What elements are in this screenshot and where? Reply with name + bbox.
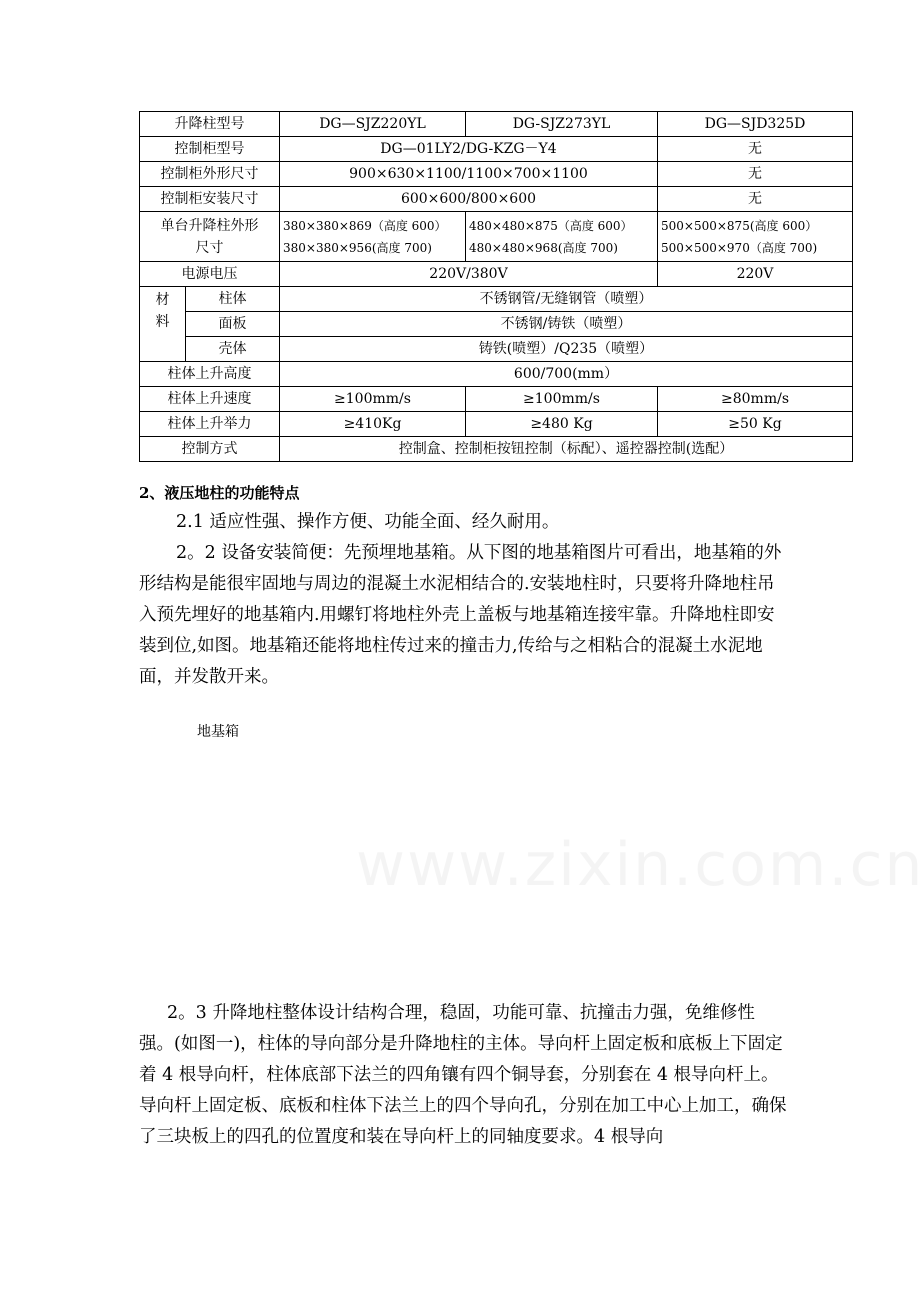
- cabinet-model-value: DG—01LY2/DG-KZG－Y4: [280, 137, 658, 162]
- speed-label: 柱体上升速度: [140, 387, 280, 412]
- table-row: [140, 262, 853, 287]
- cabinet-model-label: 控制柜型号: [140, 137, 280, 162]
- unit-dim-3: [658, 212, 853, 262]
- unit-dim-2-line2: 480×480×968(高度 700): [469, 240, 618, 255]
- control-value: 控制盒、控制柜按钮控制（标配）、遥控器控制(选配）: [280, 437, 853, 462]
- cabinet-model-none: 无: [658, 137, 853, 162]
- lift-2: ≥480 Kg: [466, 412, 658, 437]
- paragraph-2-2: 2。2 设备安装简便：先预埋地基箱。从下图的地基箱图片可看出，地基箱的外形结构是能很牢固地与周边的混凝土水泥相结合的.安装地柱时，只要将升降地柱吊入预先埋好的地基箱内.用螺钉将地柱外壳上盖板与地基箱连接牢靠。升降地柱即安装到位,如图。地基箱还能将地柱传过来的撞击力,传给与之相粘合的混凝土水泥地面，并发散开来。: [139, 543, 782, 687]
- unit-dim-3-line2: 500×500×970（高度 700): [661, 240, 818, 255]
- material-label: [140, 287, 186, 362]
- height-value: 600/700(mm）: [280, 362, 853, 387]
- install-dim-value: 600×600/800×600: [280, 187, 658, 212]
- speed-3: ≥80mm/s: [658, 387, 853, 412]
- control-label: 控制方式: [140, 437, 280, 462]
- material-row-label: 柱体: [186, 287, 280, 312]
- speed-1: ≥100mm/s: [280, 387, 466, 412]
- unit-dim-2-line1: 480×480×875（高度 600）: [469, 218, 633, 233]
- cabinet-dim-none: 无: [658, 162, 853, 187]
- unit-dim-1-line1: 380×380×869（高度 600）: [283, 218, 447, 233]
- figure-caption: 地基箱: [197, 724, 239, 740]
- table-row: [140, 287, 853, 312]
- unit-dim-label: [140, 212, 280, 262]
- material-row-label: 壳体: [186, 337, 280, 362]
- table-row: [140, 337, 853, 362]
- material-row-value: 不锈钢/铸铁（喷塑）: [280, 312, 853, 337]
- cabinet-dim-value: 900×630×1100/1100×700×1100: [280, 162, 658, 187]
- table-row: [140, 212, 853, 262]
- lift-1: ≥410Kg: [280, 412, 466, 437]
- material-row-value: 不锈钢管/无缝钢管（喷塑）: [280, 287, 853, 312]
- material-row-label: 面板: [186, 312, 280, 337]
- material-label-char-2: 料: [155, 314, 170, 330]
- model-3: DG—SJD325D: [658, 112, 853, 137]
- model-2: DG-SJZ273YL: [466, 112, 658, 137]
- unit-dim-2: [466, 212, 658, 262]
- table-row: [140, 112, 853, 137]
- material-row-value: 铸铁(喷塑）/Q235（喷塑）: [280, 337, 853, 362]
- unit-dim-1: [280, 212, 466, 262]
- voltage-value-3: 220V: [658, 262, 853, 287]
- paragraph-2-1: 2.1 适应性强、操作方便、功能全面、经久耐用。: [176, 512, 560, 532]
- unit-dim-label-line2: 尺寸: [195, 239, 224, 256]
- install-dim-label: 控制柜安装尺寸: [140, 187, 280, 212]
- speed-2: ≥100mm/s: [466, 387, 658, 412]
- table-row: [140, 162, 853, 187]
- height-label: 柱体上升高度: [140, 362, 280, 387]
- watermark: [356, 830, 920, 900]
- voltage-label: 电源电压: [140, 262, 280, 287]
- unit-dim-label-line1: 单台升降柱外形: [160, 217, 259, 234]
- model-1: DG—SJZ220YL: [280, 112, 466, 137]
- table-row: [140, 437, 853, 462]
- table-row: [140, 137, 853, 162]
- lift-3: ≥50 Kg: [658, 412, 853, 437]
- section-heading: 2、液压地柱的功能特点: [139, 484, 300, 502]
- table-row: [140, 362, 853, 387]
- cabinet-dim-label: 控制柜外形尺寸: [140, 162, 280, 187]
- table-row: [140, 312, 853, 337]
- voltage-value: 220V/380V: [280, 262, 658, 287]
- unit-dim-1-line2: 380×380×956(高度 700): [283, 240, 432, 255]
- table-row: [140, 187, 853, 212]
- unit-dim-3-line1: 500×500×875(高度 600）: [661, 218, 818, 233]
- lift-label: 柱体上升举力: [140, 412, 280, 437]
- install-dim-none: 无: [658, 187, 853, 212]
- model-label: 升降柱型号: [140, 112, 280, 137]
- table-row: [140, 412, 853, 437]
- spec-table: [139, 111, 853, 462]
- material-label-char-1: 材: [155, 292, 170, 308]
- table-row: [140, 387, 853, 412]
- paragraph-2-3: 2。3 升降地柱整体设计结构合理，稳固，功能可靠、抗撞击力强，免维修性强。(如图一)，柱体的导向部分是升降地柱的主体。导向杆上固定板和底板上下固定着 4 根导向杆，柱体底部下法兰的四角镶有四个铜导套，分别套在 4 根导向杆上。导向杆上固定板、底板和柱体下法兰上的四个导向孔，分别在加工中心上加工，确保了三块板上的四孔的位置度和装在导向杆上的同轴度要求。4 根导向: [139, 1003, 787, 1147]
